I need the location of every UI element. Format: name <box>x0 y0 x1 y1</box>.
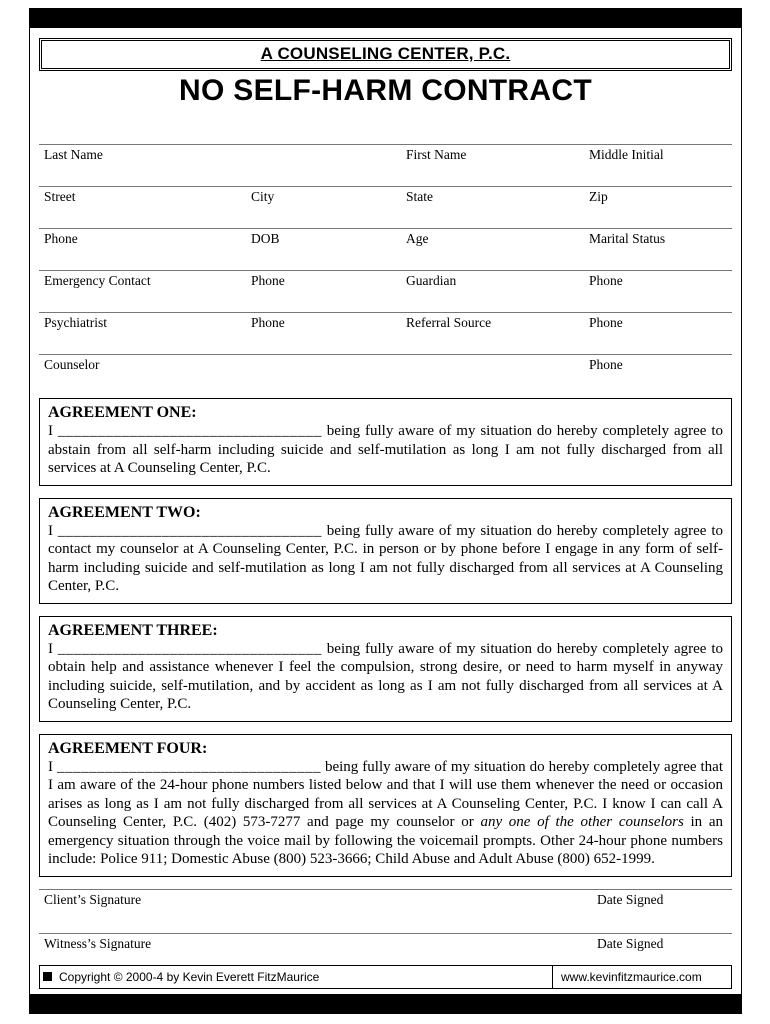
field-dob-label: DOB <box>251 231 280 246</box>
clinic-title-box <box>39 38 732 71</box>
field-city-label: City <box>251 189 275 204</box>
field-counselor-phone-label: Phone <box>589 357 623 372</box>
copyright-text: Copyright © 2000-4 by Kevin Everett FitzMaurice <box>59 969 320 984</box>
field-age-label: Age <box>406 231 429 246</box>
field-guardian-phone-label: Phone <box>589 273 623 288</box>
agreement-four-box <box>39 734 732 877</box>
clinic-title: A COUNSELING CENTER, P.C. <box>260 44 511 63</box>
field-guardian-phone[interactable] <box>584 273 732 312</box>
field-marital-status-label: Marital Status <box>589 231 666 246</box>
client-date-signed-label: Date Signed <box>597 891 664 907</box>
agreement-one-blank[interactable]: _________________________________ <box>57 423 322 439</box>
field-counselor-label: Counselor <box>44 357 100 372</box>
field-psychiatrist-phone-label: Phone <box>251 315 285 330</box>
field-zip[interactable] <box>584 189 732 228</box>
field-street[interactable] <box>39 189 246 228</box>
form-row-phone-dob <box>39 228 732 270</box>
field-guardian[interactable] <box>401 273 584 312</box>
agreement-four-blank[interactable]: _________________________________ <box>56 758 321 775</box>
field-referral-phone[interactable] <box>584 315 732 354</box>
agreement-two-text <box>48 522 723 596</box>
clinic-title-box-inner <box>41 40 730 69</box>
agreement-one-box <box>39 398 732 486</box>
agreement-four-body-2: in an emergency situation through the voice mail by following the voicemail prompts. Other 24-hour phone numbers include: Police 911; Domestic Abuse (800) 523-3666; Child Abuse and Adult Abuse (800) 652-1999. <box>48 814 724 867</box>
witness-signature-field[interactable] <box>39 936 592 961</box>
field-street-label: Street <box>44 189 76 204</box>
agreement-one-text <box>48 422 723 478</box>
client-signature-row <box>39 889 732 933</box>
field-first-name-label: First Name <box>406 147 467 162</box>
field-referral-source[interactable] <box>401 315 584 354</box>
agreement-one-heading: AGREEMENT ONE: <box>48 404 197 421</box>
agreement-one-intro: I <box>48 423 53 439</box>
field-phone[interactable] <box>39 231 246 270</box>
agreement-three-box <box>39 616 732 722</box>
field-counselor-phone[interactable] <box>584 357 732 396</box>
witness-date-signed-field[interactable] <box>592 936 732 961</box>
form-row-psychiatrist <box>39 312 732 354</box>
field-city[interactable] <box>246 189 401 228</box>
field-state-label: State <box>406 189 433 204</box>
footer-website-cell <box>553 966 731 988</box>
agreements-section <box>39 398 732 877</box>
field-last-name-label: Last Name <box>44 147 103 162</box>
agreement-three-intro: I <box>48 640 53 657</box>
field-phone-label: Phone <box>44 231 78 246</box>
client-date-signed-field[interactable] <box>592 892 732 933</box>
agreement-four-text <box>48 758 723 869</box>
footer-copyright-cell <box>40 966 553 988</box>
field-emergency-contact[interactable] <box>39 273 246 312</box>
website-link[interactable]: www.kevinfitzmaurice.com <box>561 969 702 984</box>
witness-signature-label: Witness’s Signature <box>44 935 152 951</box>
field-referral-source-label: Referral Source <box>406 315 492 330</box>
agreement-two-box <box>39 498 732 604</box>
field-guardian-label: Guardian <box>406 273 457 288</box>
field-last-name[interactable] <box>39 147 401 186</box>
client-signature-label: Client’s Signature <box>44 891 142 907</box>
field-psychiatrist-label: Psychiatrist <box>44 315 107 330</box>
agreement-two-heading: AGREEMENT TWO: <box>48 503 201 521</box>
field-referral-phone-label: Phone <box>589 315 623 330</box>
form-row-emergency <box>39 270 732 312</box>
field-marital-status[interactable] <box>584 231 732 270</box>
field-age[interactable] <box>401 231 584 270</box>
field-emergency-phone-label: Phone <box>251 273 285 288</box>
agreement-three-body: being fully aware of my situation do hereby completely agree to obtain help and assistance whenever I feel the compulsion, strong desire, or need to harm myself in anyway including suicide, self-mutilation, and by accident as long as I am not fully discharged from all services at A Counseling Center, P.C. <box>48 640 724 712</box>
agreement-four-heading: AGREEMENT FOUR: <box>48 739 208 757</box>
field-psychiatrist[interactable] <box>39 315 246 354</box>
form-row-address <box>39 186 732 228</box>
field-emergency-phone[interactable] <box>246 273 401 312</box>
field-middle-initial-label: Middle Initial <box>589 147 664 162</box>
field-state[interactable] <box>401 189 584 228</box>
field-dob[interactable] <box>246 231 401 270</box>
agreement-four-italic: any one of the other counselors <box>480 814 684 830</box>
witness-signature-row <box>39 933 732 961</box>
agreement-four-body-1: being fully aware of my situation do hereby completely agree that I am aware of the 24-hour phone numbers listed below and that I will use them whenever the need or occasion arises as long as I am not fully discharged from all services at A Counseling Center, P.C. I know I can call A Counseling Center, P.C. (402) 573-7277 and page my counselor or <box>48 758 723 830</box>
footer-square-icon <box>43 972 52 981</box>
bottom-black-bar <box>29 994 742 1014</box>
field-counselor[interactable] <box>39 357 584 396</box>
form-row-counselor <box>39 354 732 396</box>
personal-info-form <box>39 144 732 396</box>
document-title: NO SELF-HARM CONTRACT <box>179 74 592 107</box>
agreement-two-intro: I <box>48 522 53 539</box>
field-psychiatrist-phone[interactable] <box>246 315 401 354</box>
agreement-two-blank[interactable]: _________________________________ <box>57 522 322 539</box>
field-middle-initial[interactable] <box>584 147 732 186</box>
top-black-bar <box>29 8 742 28</box>
agreement-two-body: being fully aware of my situation do hereby completely agree to contact my counselor at A Counseling Center, P.C. in person or by phone before I engage in any form of self-harm including suicide and self-mutilation as long I am not fully discharged from all services at A Counseling Center, P.C. <box>48 522 724 594</box>
agreement-three-heading: AGREEMENT THREE: <box>48 621 218 639</box>
form-row-name <box>39 144 732 186</box>
agreement-three-blank[interactable]: _________________________________ <box>57 640 322 657</box>
field-first-name[interactable] <box>401 147 584 186</box>
footer-box <box>39 965 732 989</box>
agreement-three-text <box>48 640 723 714</box>
field-zip-label: Zip <box>589 189 608 204</box>
agreement-four-intro: I <box>48 758 53 775</box>
client-signature-field[interactable] <box>39 892 592 933</box>
field-emergency-contact-label: Emergency Contact <box>44 273 151 288</box>
signature-section <box>39 889 732 961</box>
page-content <box>31 28 740 994</box>
agreement-one-body: being fully aware of my situation do hereby completely agree to abstain from all self-harm including suicide and self-mutilation as long I am not fully discharged from all services at A Counseling Center, P.C. <box>48 423 724 476</box>
witness-date-signed-label: Date Signed <box>597 935 664 951</box>
